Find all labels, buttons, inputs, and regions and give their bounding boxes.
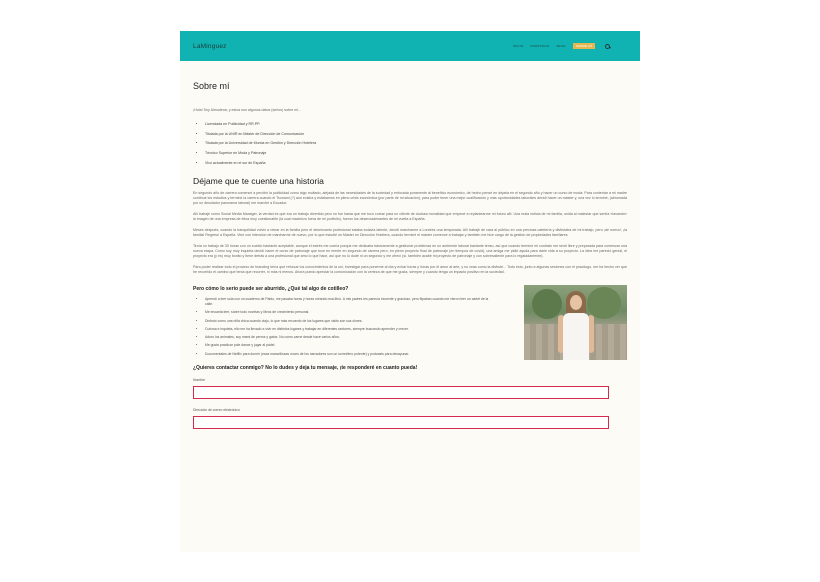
page-container <box>180 31 640 552</box>
list-item: • Me encanta leer, sobre todo novelas y libros de crecimiento personal. <box>205 310 493 315</box>
hobbies-heading: Pero cómo lo serio puede ser aburrido, ¿Qué tal algo de cotilleo? <box>193 286 349 293</box>
list-item: • Adoro los animales, soy mami de perros y gatos. No como carne desde hace varios años. <box>205 335 493 340</box>
nav-item-blog[interactable]: BLOG <box>556 44 566 48</box>
profile-photo <box>524 285 627 360</box>
story-paragraph: Meses después, cuando la tranquilidad volvió a reinar en la familia pero el desencanto profesional estaba todavía latente, decidí marcharme a Londres una temporada. Allí trabajé de cara al público en una preciosa cafetería y disfrutaba de mi trabajo, pero ¡de nuevo!, ¡la familia! Regresé a España. Vine con intención de marcharme de nuevo, por lo que estudié un Máster en Dirección Hotelera, cuando terminé el máster comencé a trabajar y también me hice cargo de la gestión de propiedades familiares. <box>193 227 627 237</box>
list-item: • Documentales de Netflix para dormir (esas maravillosas voces de los narradores son un somnífero potente) y podcasts para desayunar. <box>205 352 493 357</box>
email-label: Dirección de correo electrónico <box>193 407 240 412</box>
facts-list <box>193 122 627 166</box>
story-paragraph: Para poder realizar todo el proceso de branding tenía que reforzar los conocimientos de la uni, investigar para ponerme al día y echar horas y horas por el amor al arte, y no veas como la disfruté... Todo esto, junto a algunas sesiones con el psicólogo, me ha hecho ver que he recorrido el camino que tenía que recorrer, ni más ni menos. Ahora puedo apreciar la comunicación con la certeza de que me gusta, siempre y cuando tenga un impacto positivo en la sociedad. <box>193 264 627 274</box>
nav-item-inicio[interactable]: INICIO <box>513 44 524 48</box>
site-logo[interactable]: LaMinguez <box>193 42 227 50</box>
story-paragraph: Allí trabajé como Social Media Manager, la verdad es que era un trabajo divertido pero no fue hasta que me tocó cursar para un cliente de dudosa moralidad que empecé a replantearme mi futuro allí. Una mala noticia de mi familia, unida al malestar que sentía «lavando» la imagen de una empresa de ética muy cuestionable (la cual maximizo fuera de mi portfolio), fueron los desencadenantes de mi vuelta a España. <box>193 211 627 222</box>
hobbies-section <box>193 286 627 356</box>
list-item: • Licenciada en Publicidad y RR.PP. <box>205 122 627 127</box>
list-item: • Titulada por la UNIR en Máster de Dirección de Comunicación <box>205 132 627 137</box>
search-icon[interactable] <box>605 44 610 49</box>
story-heading: Déjame que te cuente una historia <box>193 175 324 186</box>
name-field[interactable] <box>193 386 609 399</box>
nav-item-portfolio[interactable]: PORTFOLIO <box>530 44 550 48</box>
list-item: • Vivo actualmente en el sur de España <box>205 161 627 166</box>
list-item: • Titulada por la Universidad de Murcia en Gestión y Dirección Hotelera <box>205 141 627 146</box>
email-field[interactable] <box>193 416 609 429</box>
hobbies-list <box>193 297 493 356</box>
list-item: • Aprendí a leer sola con un cuaderno de Pablo, me pasaba horas y horas mirando esa libro. A mis padres les parecía inocente y gracioso, pero flipaban cuando me vieron leer un cartel de la calle. <box>205 297 493 307</box>
story-paragraph: En segundo año de carrera comencé a percibir la publicidad como algo multado, alejada de las necesidades de la sociedad y enfocada puramente al beneficio económico, de hecho pensé en dejarla en el segundo año y hacer un curso de moda. Para contentar a mi madre continué los estudios y terminé la carrera cuando el Tsunami (?) aún existía y estábamos en pleno crisis económica (por parte de mi situación), para poder tener una mejor cualificación y más oportunidades laborales decidí hacer un máster y, una vez lo terminé, (abrumada por un desolador panorama laboral) me marché a Ecuador. <box>193 190 627 206</box>
main-content <box>180 61 640 429</box>
contact-heading: ¿Quieres contactar conmigo? No lo dudes y deja tu mensaje, ¡te responderé en cuanto pueda! <box>193 364 418 371</box>
story-paragraph: Tenía un trabajo de 30 horas con un sueldo bastante aceptable, aunque el estrés me comía porque me dedicaba básicamente a gestionar problemas en un ambiente laboral bastante tenso, así que cuando terminé mi contrato me sentí libre y preparada para comenzar una nueva etapa. Como soy muy inquieta decidí hacer el curso de patronaje que tuve en mente en segundo de carrera pero, en pleno proyecto final de patronaje (en tiempos de covid), una amiga me pidió ayuda para darle vida a su proyecto. La idea me pareció genial, el proyecto era (y es) muy bonito y tiene detrás a una profesional que amo lo que hace, así que no lo dudé ni un segundo y me ofrecí (sí, también acabé mi proyecto de patronaje y con sobresaliente para lo regaladamente). <box>193 243 627 259</box>
nav-item-sobre-mi[interactable]: SOBRE MÍ <box>573 43 595 49</box>
intro-text: ¡Hola! Soy Almudena, y estos son algunos datos (serios) sobre mí... <box>193 108 302 112</box>
photo-tree <box>532 289 562 319</box>
name-label: Nombre <box>193 377 206 382</box>
list-item: • Disfruto como una niña chica cuando viajo, lo que más recuerdo de los lugares que visito son sus olores. <box>205 319 493 324</box>
list-item: • Curiosa e inquieta, ello me ha llevado a vivir en distintos lugares y trabajar en diferentes sectores, siempre buscando aprender y crecer. <box>205 327 493 332</box>
list-item: • Técnico Superior en Moda y Patronaje <box>205 151 627 156</box>
page-title: Sobre mí <box>193 81 230 91</box>
photo-body <box>563 313 589 360</box>
list-item: • Me gusta practicar pole dance y jugar al pádel. <box>205 343 493 348</box>
main-nav <box>513 43 610 49</box>
site-header <box>180 31 640 61</box>
